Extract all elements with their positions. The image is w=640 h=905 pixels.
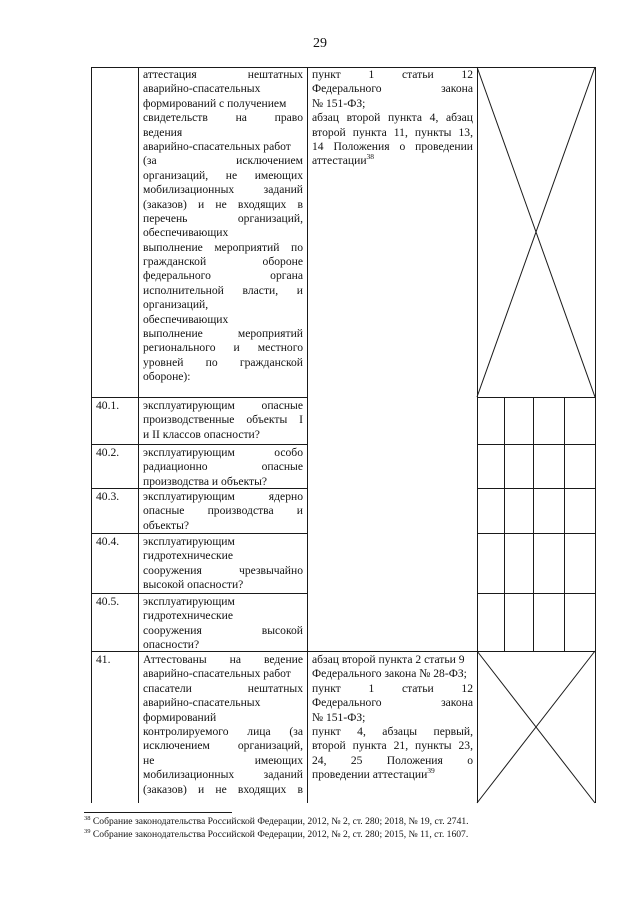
row-number: 40.3. bbox=[96, 490, 120, 503]
page-number: 29 bbox=[313, 36, 327, 51]
footnote-mark: 39 bbox=[427, 766, 435, 776]
legal-reference: абзац второй пункта 2 статьи 9 Федерального закона № 28-ФЗ; пункт 1 статьи 12 Федерального закона № 151-ФЗ; пункт 4, абзацы первый, второй пункта 21, пункты 23, 24, 25 Положения о проведении аттестации$^{39}$ bbox=[312, 653, 473, 782]
row-number: 40.2. bbox=[96, 446, 120, 459]
footnote: $^{38}$ Собрание законодательства Российской Федерации, 2012, № 2, ст. 280; 2018, № 19, ст. 2741. bbox=[84, 815, 469, 827]
requirement-description: эксплуатирующим опасные производственные объекты I и II классов опасности? bbox=[143, 399, 303, 441]
legal-reference: пункт 1 статьи 12 Федерального закона № 151-ФЗ; абзац второй пункта 4, абзац второй пункта 11, пункты 13, 14 Положения о проведении аттестации$^{38}$ bbox=[312, 68, 473, 168]
requirement-description: аттестация нештатных аварийно-спасательных формирований с получением свидетельств на право ведения аварийно-спасательных работ (за исключением организаций, не имеющих мобилизационных заданий (заказов) и не входящих в перечень организаций, обеспечивающих выполнение мероприятий по гражданской обороне федерального органа исполнительной власти, и организаций, обеспечивающих выполнение мероприятий регионального и местного уровней по гражданской обороне): bbox=[143, 68, 303, 384]
requirement-description: эксплуатирующим гидротехнические сооружения чрезвычайно высокой опасности? bbox=[143, 535, 303, 592]
row-number: 40.5. bbox=[96, 595, 120, 608]
row-number: 40.4. bbox=[96, 535, 120, 548]
requirement-description: эксплуатирующим ядерно опасные производства и объекты? bbox=[143, 490, 303, 532]
footnote-mark: 38 bbox=[366, 152, 375, 162]
requirement-description: эксплуатирующим гидротехнические сооружения высокой опасности? bbox=[143, 595, 303, 652]
row-number: 40.1. bbox=[96, 399, 120, 412]
row-number: 41. bbox=[96, 653, 111, 666]
footnote-separator bbox=[84, 812, 232, 813]
footnote: $^{39}$ Собрание законодательства Российской Федерации, 2012, № 2, ст. 280; 2015, № 11, ст. 1607. bbox=[84, 828, 469, 840]
requirement-description: Аттестованы на ведение аварийно-спасательных работ спасатели нештатных аварийно-спасательных формирований контролируемого лица (за исключением организаций, не имеющих мобилизационных заданий (заказов) и не входящих в bbox=[143, 653, 303, 796]
footnotes bbox=[84, 815, 469, 841]
crossed-out-cell bbox=[477, 651, 596, 803]
requirement-description: эксплуатирующим особо радиационно опасные производства и объекты? bbox=[143, 446, 303, 488]
crossed-out-cell bbox=[477, 67, 596, 397]
